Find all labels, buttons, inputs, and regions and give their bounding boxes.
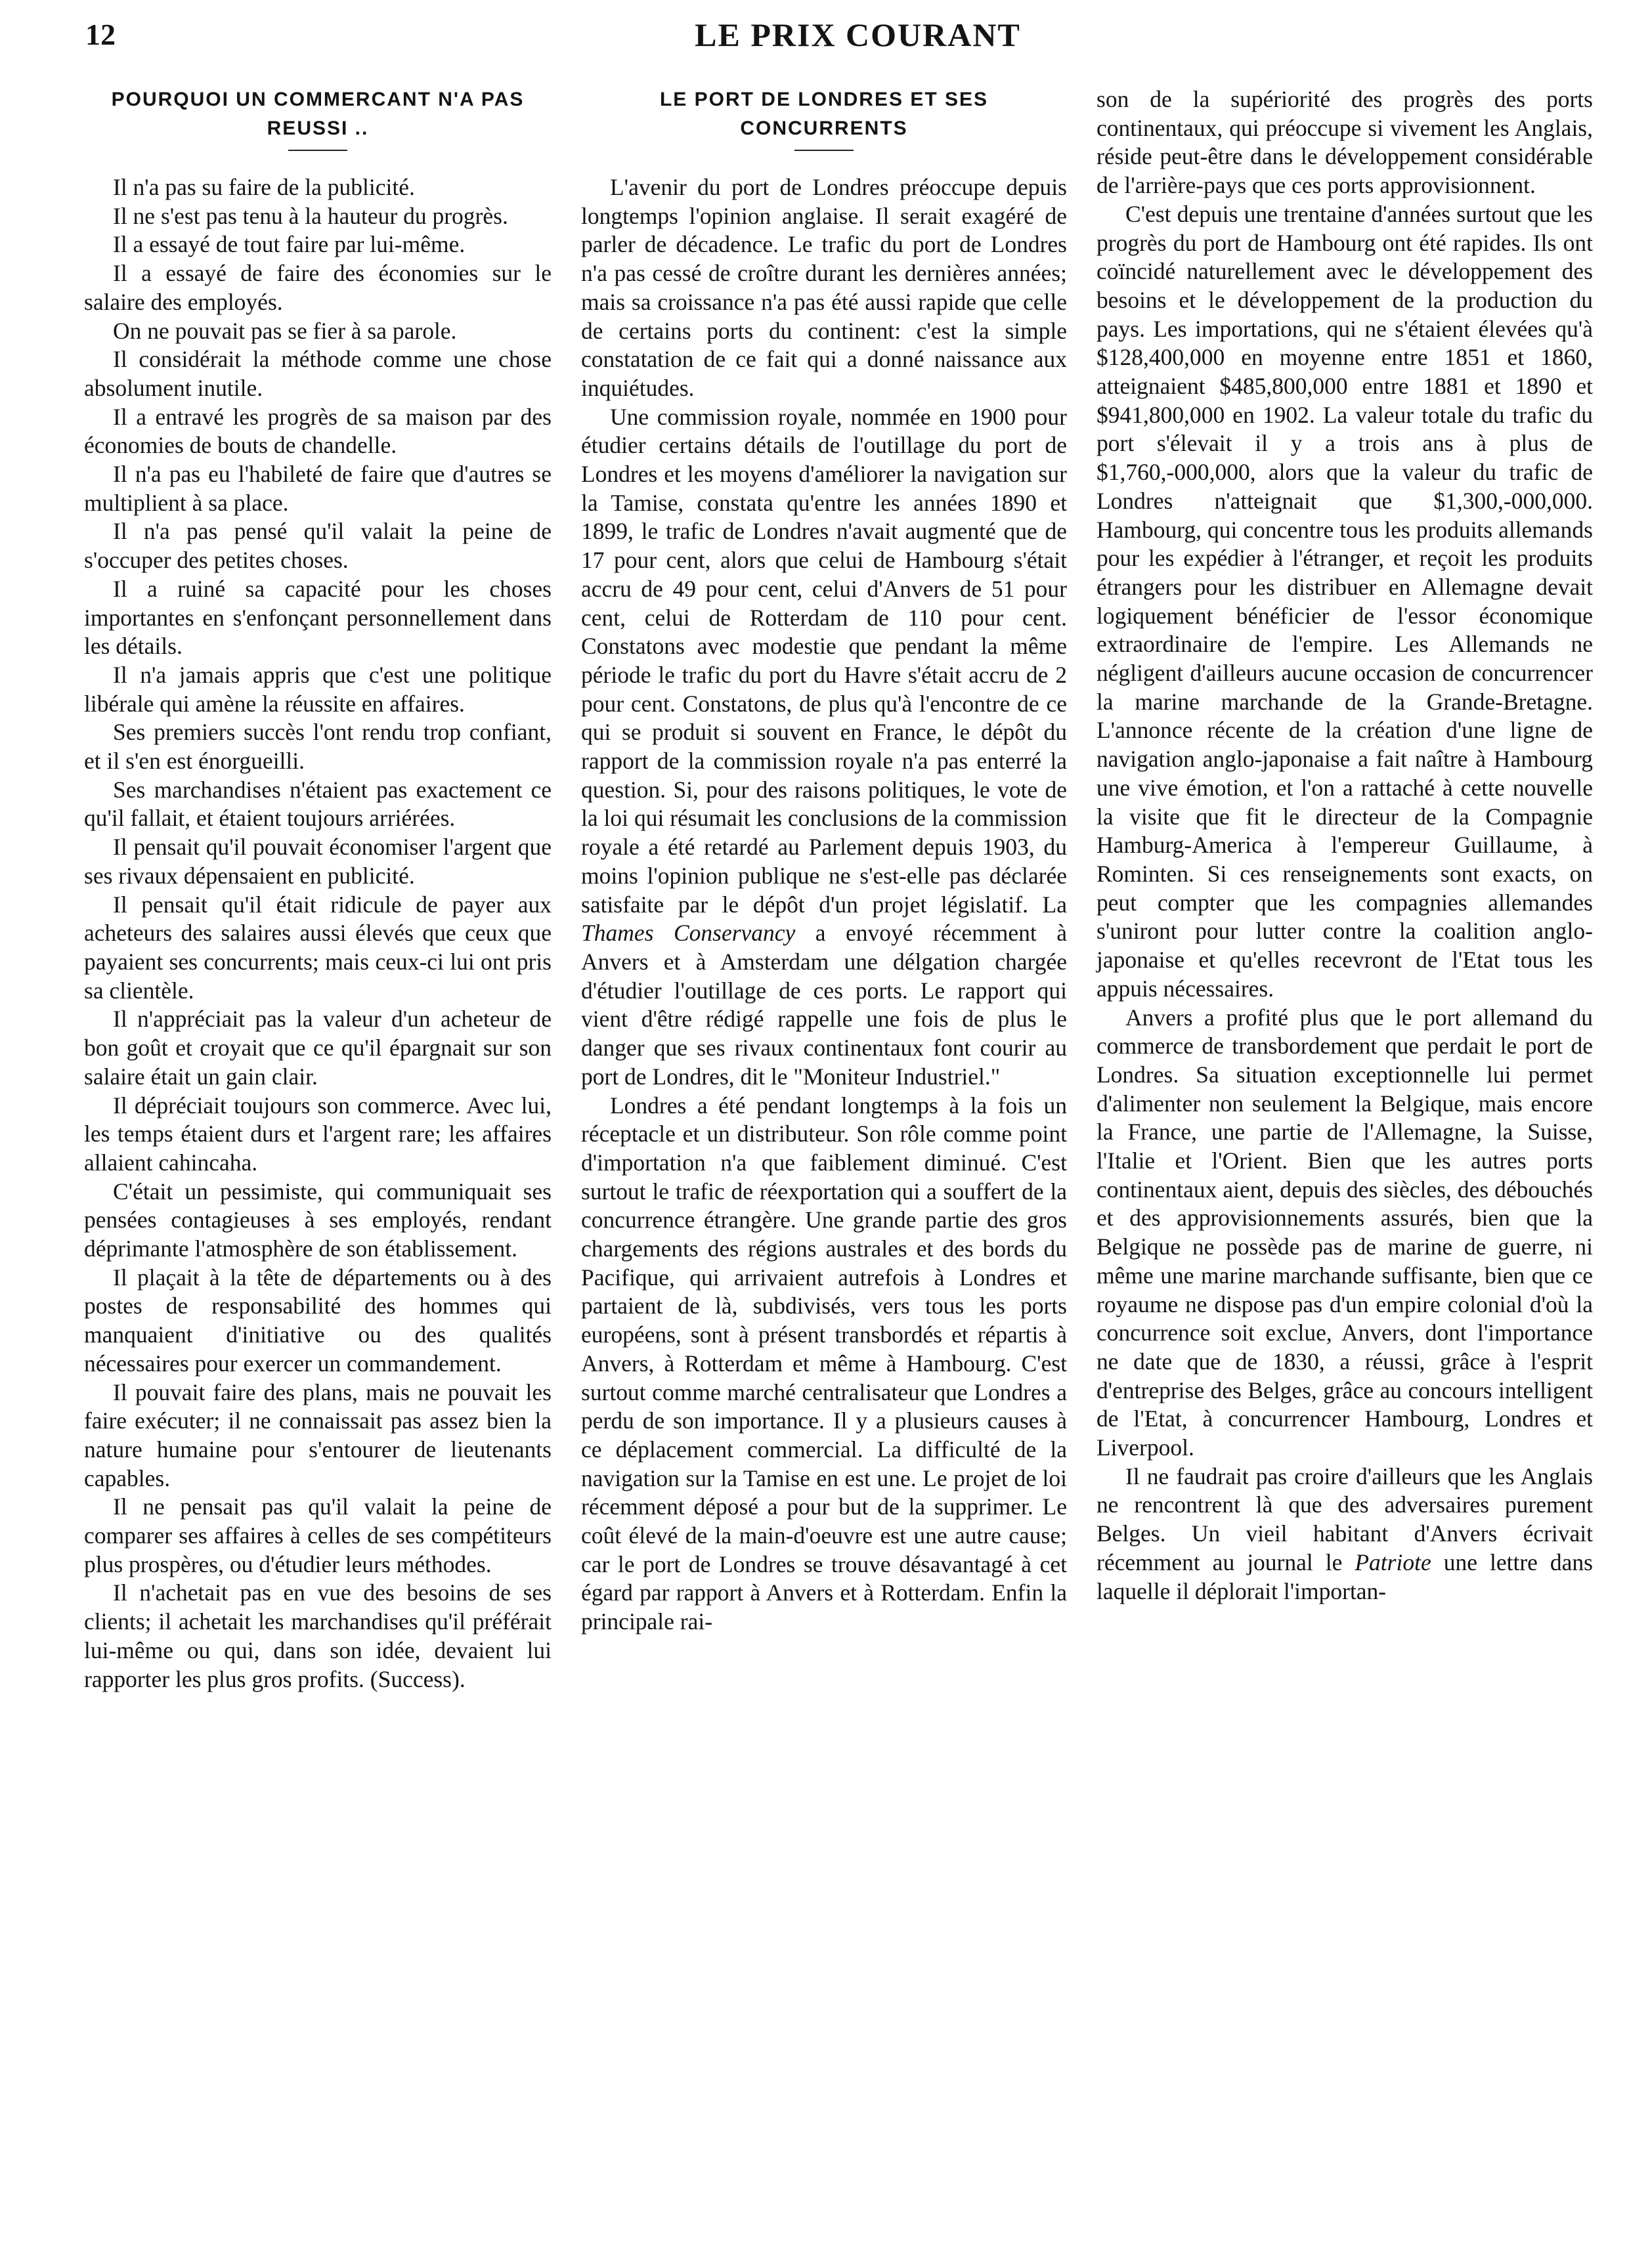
paragraph-text: Une commission royale, nommée en 1900 pour étudier certains détails de l'outillage du port de Londres et les moyens d'améliorer la navigation sur la Tamise, constata qu'entre les années 1890 et 1899, le trafic de Londres n'avait augmenté que de 17 pour cent, alors que celui de Hambourg s'était accru de 49 pour cent, celui d'Anvers de 51 pour cent, celui de Rotterdam de 110 pour cent. Constatons avec modestie que pendant la même période le trafic du port du Havre s'était accru de 2 pour cent. Constatons, de plus qu'à l'encontre de ce qui se produit si souvent en France, le dépôt du rapport de la commission royale n'a pas enterré la question. Si, pour des raisons politiques, le vote de la loi qui résumait les conclusions de la commission royale a été retardé au Parlement depuis 1903, du moins l'opinion publique ne s'est-elle pas déclarée satisfaite par le dépôt d'un projet législatif. La (581, 403, 1067, 918)
paragraph: Il pensait qu'il était ridicule de payer aux acheteurs des salaires aussi élevés que ceux que payaient ses concurrents; mais ceux-ci lui ont pris sa clientèle. (84, 891, 552, 1004)
italic-name: Thames Conservancy (581, 920, 796, 947)
paragraph: C'est depuis une trentaine d'années surtout que les progrès du port de Hambourg ont été rapides. Ils ont coïncidé naturellement avec le développement des besoins et le développement de la production du pays. Les importations, qui ne s'étaient élevées qu'à $128,400,000 en moyenne entre 1851 et 1860, atteignaient $485,800,000 entre 1881 et 1890 et $941,800,000 en 1902. La valeur totale du trafic du port s'élevait il y a trois ans à plus de $1,760,-000,000, alors que la valeur du trafic de Londres n'atteignait que $1,300,-000,000. Hambourg, qui concentre tous les produits allemands pour les expédier à l'étranger, et reçoit les produits étrangers pour les distribuer en Allemagne devait logiquement bénéficier de l'essor économique extraordinaire de l'empire. Les Allemands ne négligent d'ailleurs aucune occasion de concurrencer la marine marchande de la Grande-Bretagne. L'annonce récente de la création d'une ligne de navigation anglo-japonaise a fait naître à Hambourg une vive émotion, et l'on a rattaché à cette nouvelle la visite que fit le directeur de la Compagnie Hamburg-America à l'empereur Guillaume, à Rominten. Si ces renseignements sont exacts, on peut compter que les compagnies allemandes s'uniront pour lutter contre la coalition anglo-japonaise et qu'elles recevront de l'Etat tous les appuis nécessaires. (1096, 200, 1593, 1002)
heading-divider (288, 150, 347, 151)
paragraph: Ses marchandises n'étaient pas exactement ce qu'il fallait, et étaient toujours arriérées. (84, 776, 552, 832)
column-1 (84, 85, 552, 1694)
article-heading: LE PORT DE LONDRES ET SES CONCURRENTS (659, 89, 989, 139)
paragraph: Il plaçait à la tête de départements ou à des postes de responsabilité des hommes qui manquaient d'initiative ou des qualités nécessaires pour exercer un commandement. (84, 1264, 552, 1377)
paragraph: Il dépréciait toujours son commerce. Avec lui, les temps étaient durs et l'argent rare; les affaires allaient cahincaha. (84, 1092, 552, 1176)
paragraph: Il a essayé de faire des économies sur le salaire des employés. (84, 260, 552, 315)
paragraph: C'était un pessimiste, qui communiquait ses pensées contagieuses à ses employés, rendant déprimante l'atmosphère de son établissement. (84, 1178, 552, 1262)
paragraph: Il ne s'est pas tenu à la hauteur du progrès. (113, 202, 508, 229)
paragraph-text: une lettre dans laquelle il déplorait l'importan- (1096, 1549, 1593, 1604)
paragraph: Il ne pensait pas qu'il valait la peine de comparer ses affaires à celles de ses compétiteurs plus prospères, ou d'étudier leurs méthodes. (84, 1493, 552, 1577)
paragraph: Il n'a pas eu l'habileté de faire que d'autres se multiplient à sa place. (84, 461, 552, 516)
article-columns (0, 85, 1650, 2252)
journal-title: LE PRIX COURANT (695, 16, 1021, 53)
paragraph: Il a entravé les progrès de sa maison par des économies de bouts de chandelle. (84, 403, 552, 459)
article-heading: POURQUOI UN COMMERCANT N'A PAS REUSSI .. (111, 89, 525, 139)
heading-divider (794, 150, 854, 151)
paragraph: Il considérait la méthode comme une chose absolument inutile. (84, 346, 552, 401)
paragraph: Anvers a profité plus que le port allemand du commerce de transbordement que perdait le port de Londres. Sa situation exceptionnelle lui permet d'alimenter non seulement la Belgique, mais encore la France, une partie de l'Allemagne, la Suisse, l'Italie et l'Orient. Bien que les autres ports continentaux aient, depuis des siècles, des débouchés et des approvisionnements assurés, bien que la Belgique ne possède pas de marine de guerre, ni même une marine marchande suffisante, bien que ce royaume ne dispose pas d'un empire colonial d'où la concurrence soit exclue, Anvers, dont l'importance ne date que de 1830, a réussi, grâce à l'esprit d'entreprise des Belges, grâce au concours intelligent de l'Etat, à concurrencer Hambourg, Londres et Liverpool. (1096, 1004, 1593, 1461)
paragraph: Londres a été pendant longtemps à la fois un réceptacle et un distributeur. Son rôle comme point d'importation n'a que faiblement diminué. C'est surtout le trafic de réexportation qui a souffert de la concurrence étrangère. Une grande partie des gros chargements des régions australes et des bords du Pacifique, qui arrivaient autrefois à Londres et partaient de là, subdivisés, vers tous les ports européens, sont à présent transbordés et répartis à Anvers, à Rotterdam et même à Hambourg. C'est surtout comme marché centralisateur que Londres a perdu de son importance. Il y a plusieurs causes à ce déplacement commercial. La difficulté de la navigation sur la Tamise en est une. Le projet de loi récemment déposé a pour but de la supprimer. Le coût élevé de la main-d'oeuvre est une autre cause; car le port de Londres se trouve désavantagé à cet égard par rapport à Anvers et à Rotterdam. Enfin la principale rai- (581, 1092, 1067, 1635)
page-header (85, 12, 1630, 64)
paragraph: Il n'a jamais appris que c'est une politique libérale qui amène la réussite en affaires. (84, 661, 552, 717)
paragraph-text: a envoyé récemment à Anvers et à Amsterdam une délgation chargée d'étudier l'outillage de ces ports. Le rapport qui vient d'être rédigé rappelle une fois de plus le danger que ses rivaux continentaux font courir au port de Londres, dit le "Moniteur Industriel." (581, 920, 1068, 1090)
paragraph: Il a essayé de tout faire par lui-même. (113, 231, 466, 258)
paragraph: Il n'a pas su faire de la publicité. (113, 174, 415, 200)
column-3 (1096, 85, 1593, 1606)
paragraph: Il pouvait faire des plans, mais ne pouvait les faire exécuter; il ne connaissait pas assez bien la nature humaine pour s'entourer de lieutenants capables. (84, 1379, 552, 1491)
paragraph: Il n'a pas pensé qu'il valait la peine de s'occuper des petites choses. (84, 518, 552, 574)
paragraph: On ne pouvait pas se fier à sa parole. (113, 317, 457, 344)
paragraph (1096, 1463, 1593, 1606)
paragraph: Il pensait qu'il pouvait économiser l'argent que ses rivaux dépensaient en publicité. (84, 834, 552, 889)
paragraph-text: Il ne faudrait pas croire d'ailleurs que les Anglais ne rencontrent là que des adversaires purement Belges. Un vieil habitant d'Anvers écrivait récemment au journal le (1096, 1463, 1593, 1575)
italic-name: Patriote (1355, 1549, 1431, 1575)
paragraph: Ses premiers succès l'ont rendu trop confiant, et il s'en est énorgueilli. (84, 719, 552, 775)
page-number: 12 (85, 18, 116, 51)
paragraph: Il n'achetait pas en vue des besoins de ses clients; il achetait les marchandises qu'il préférait lui-même ou qui, dans son idée, devaient lui rapporter les plus gros profits. (Success). (84, 1579, 552, 1692)
paragraph: Il n'appréciait pas la valeur d'un acheteur de bon goût et croyait que ce qu'il épargnait sur son salaire était un gain clair. (84, 1006, 552, 1090)
paragraph: Il a ruiné sa capacité pour les choses importantes en s'enfonçant personnellement dans les détails. (84, 575, 552, 660)
paragraph: L'avenir du port de Londres préoccupe depuis longtemps l'opinion anglaise. Il serait exagéré de parler de décadence. Le trafic du port de Londres n'a pas cessé de croître durant les dernières années; mais sa croissance n'a pas été aussi rapide que celle de certains ports du continent: c'est la simple constatation de ce fait qui a donné naissance aux inquiétudes. (581, 174, 1067, 401)
paragraph: son de la supériorité des progrès des ports continentaux, qui préoccupe si vivement les Anglais, réside peut-être dans le développement considérable de l'arrière-pays que ces ports approvisionnent. (1096, 86, 1593, 199)
paragraph (581, 403, 1067, 1092)
column-2 (581, 85, 1067, 1637)
